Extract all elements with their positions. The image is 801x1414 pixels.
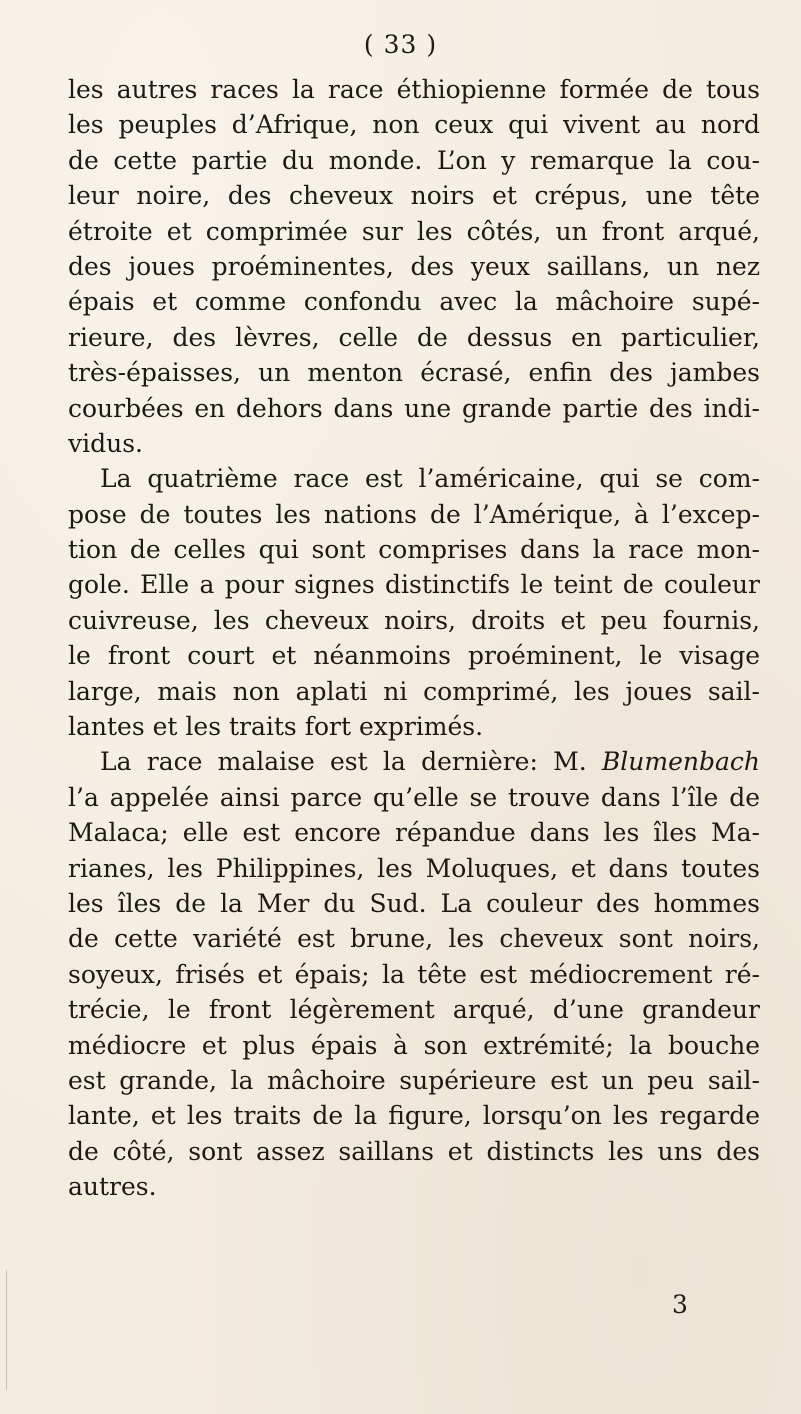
text-line: La race malaise est la dernière: M. Blumenbach [100, 747, 760, 777]
text-line: large, mais non aplati ni comprimé, les joues sail- [68, 676, 760, 706]
text-line: leur noire, des cheveux noirs et crépus, une tête [68, 181, 760, 211]
text-line: épais et comme confondu avec la mâchoire supé- [68, 287, 760, 317]
text-line: rieure, des lèvres, celle de dessus en particulier, [68, 322, 760, 352]
text-line: cuivreuse, les cheveux noirs, droits et peu fournis, [68, 605, 760, 635]
author-name: Blumenbach [601, 747, 760, 777]
text-line: lante, et les traits de la figure, lorsqu’on les regarde [68, 1101, 760, 1131]
text-line: courbées en dehors dans une grande partie des indi- [68, 393, 760, 423]
text-line: étroite et comprimée sur les côtés, un front arqué, [68, 216, 760, 246]
text-line: médiocre et plus épais à son extrémité; la bouche [68, 1030, 760, 1060]
text-line: trécie, le front légèrement arqué, d’une grandeur [68, 995, 760, 1025]
text-line: vidus. [68, 428, 143, 458]
text-line: rianes, les Philippines, les Moluques, et dans toutes [68, 853, 760, 883]
text-line: La quatrième race est l’américaine, qui se com- [100, 464, 760, 494]
text-line: les autres races la race éthiopienne formée de tous [68, 75, 760, 104]
text-line: de cette variété est brune, les cheveux sont noirs, [68, 924, 760, 954]
text-line: de côté, sont assez saillans et distincts les uns des [68, 1136, 760, 1166]
text-line: est grande, la mâchoire supérieure est un peu sail- [68, 1065, 760, 1095]
page-edge-shadow [6, 1270, 7, 1390]
text-line: les peuples d’Afrique, non ceux qui vivent au nord [68, 110, 760, 140]
text-line: tion de celles qui sont comprises dans la race mon- [68, 535, 760, 565]
text-line: les îles de la Mer du Sud. La couleur des hommes [68, 888, 760, 918]
text-line: l’a appelée ainsi parce qu’elle se trouve dans l’île de [68, 782, 760, 812]
body-text [68, 72, 760, 1205]
text-line: autres. [68, 1172, 157, 1202]
text-line: gole. Elle a pour signes distinctifs le teint de couleur [68, 570, 760, 600]
page-number: ( 33 ) [363, 30, 438, 59]
text-line: des joues proéminentes, des yeux saillans, un nez [68, 251, 760, 281]
text-line: pose de toutes les nations de l’Amérique, à l’excep- [68, 499, 760, 529]
text-line: soyeux, frisés et épais; la tête est médiocrement ré- [68, 959, 760, 989]
text-line: lantes et les traits fort exprimés. [68, 712, 484, 742]
catchword: 3 [672, 1290, 688, 1319]
text-line: très-épaisses, un menton écrasé, enfin des jambes [68, 358, 760, 388]
text-line: Malaca; elle est encore répandue dans les îles Ma- [68, 818, 760, 848]
text-line: de cette partie du monde. L’on y remarque la cou- [68, 145, 760, 175]
text-line: le front court et néanmoins proéminent, le visage [68, 641, 760, 671]
